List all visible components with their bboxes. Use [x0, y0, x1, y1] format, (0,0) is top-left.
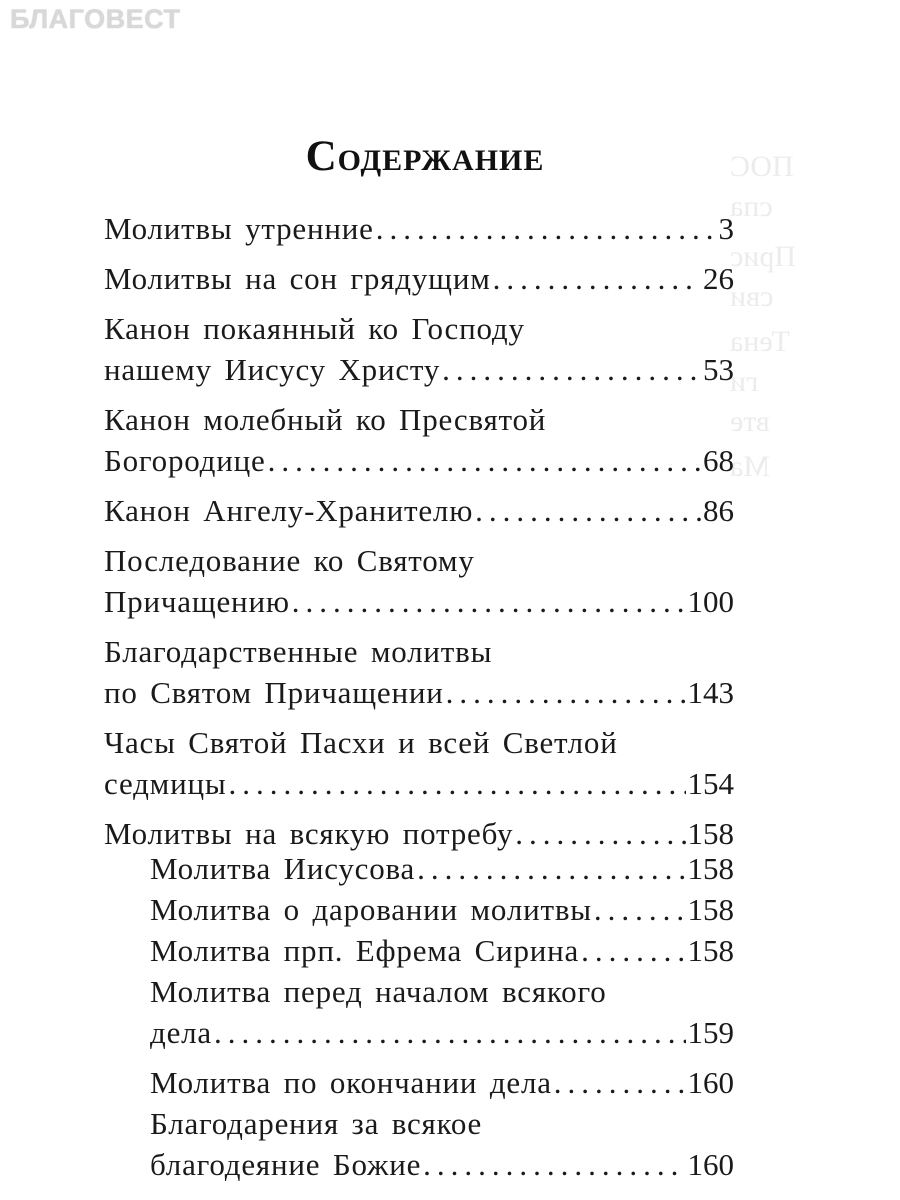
dot-leader: [376, 208, 717, 249]
toc-page-number: 86: [703, 493, 734, 528]
dot-leader: [446, 672, 686, 713]
toc-page-number: 158: [687, 851, 734, 886]
toc-page-number: 26: [703, 261, 734, 296]
dot-leader: [493, 258, 701, 299]
toc-entry-title-cont: Причащению: [104, 584, 290, 619]
toc-entry-title: Канон Ангелу-Хранителю: [104, 493, 474, 528]
toc-page-number: 143: [687, 675, 734, 710]
toc-subentry[interactable]: [150, 971, 734, 1053]
toc-entry-title: Молитвы на сон грядущим: [104, 261, 491, 296]
dot-leader: [292, 581, 686, 622]
toc-page-number: 160: [687, 1147, 734, 1182]
dot-leader: [442, 349, 701, 390]
toc-entry-title: Молитвы утренние: [104, 211, 374, 246]
page-title: Содержание: [305, 133, 545, 180]
table-of-contents: [104, 208, 734, 1185]
toc-subentry[interactable]: [150, 1062, 734, 1103]
dot-leader: [423, 1144, 685, 1185]
toc-page-number: 53: [703, 352, 734, 387]
toc-entry-title-cont: по Святом Причащении: [104, 675, 444, 710]
toc-page-number: 68: [703, 443, 734, 478]
dot-leader: [475, 490, 701, 531]
toc-entry-title-cont: седмицы: [104, 766, 227, 801]
toc-entry-title: Канон покаянный ко Господу: [104, 311, 525, 346]
toc-page-number: 158: [687, 933, 734, 968]
toc-entry-title: Молитва Иисусова: [150, 851, 416, 886]
toc-entry-title: Благодарственные молитвы: [104, 634, 493, 669]
toc-subentry[interactable]: [150, 889, 734, 930]
toc-entry[interactable]: [104, 722, 734, 804]
watermark-logo: БЛАГОВЕСТ: [10, 4, 181, 34]
toc-entry-title: Благодарения за всякое: [150, 1106, 483, 1141]
bleed-through-text: ПОС спа Прис сви Тена ги вте Ма: [730, 150, 797, 483]
toc-entry[interactable]: [104, 308, 734, 390]
toc-entry-title: Молитва прп. Ефрема Сирина: [150, 933, 580, 968]
toc-entry[interactable]: [104, 258, 734, 299]
toc-entry-title: Последование ко Святому: [104, 543, 475, 578]
dot-leader: [581, 930, 685, 971]
toc-entry[interactable]: [104, 631, 734, 713]
toc-entry-title-cont: дела: [150, 1015, 212, 1050]
toc-page-number: 158: [687, 892, 734, 927]
toc-page-number: 3: [718, 211, 734, 246]
toc-entry[interactable]: [104, 208, 734, 249]
dot-leader: [229, 763, 686, 804]
toc-subentry[interactable]: [150, 848, 734, 889]
toc-subentry[interactable]: [150, 930, 734, 971]
toc-entry[interactable]: [104, 540, 734, 622]
toc-page-number: 100: [687, 584, 734, 619]
toc-entry-title-cont: благодеяние Божие: [150, 1147, 422, 1182]
toc-entry-title: Молитва по окончании дела: [150, 1065, 552, 1100]
toc-entry-title: Молитва перед началом всякого: [150, 974, 607, 1009]
dot-leader: [268, 440, 701, 481]
toc-entry-title: Молитва о даровании молитвы: [150, 892, 592, 927]
dot-leader: [417, 848, 685, 889]
toc-entry-title: Молитвы на всякую потребу: [104, 816, 514, 851]
toc-entry-title-cont: нашему Иисусу Христу: [104, 352, 441, 387]
toc-page-number: 154: [687, 766, 734, 801]
toc-entry-title: Часы Святой Пасхи и всей Светлой: [104, 725, 618, 760]
toc-entry-title-cont: Богородице: [104, 443, 266, 478]
toc-subentry[interactable]: [150, 1103, 734, 1185]
dot-leader: [554, 1062, 686, 1103]
toc-entry[interactable]: [104, 490, 734, 531]
toc-page-number: 159: [687, 1015, 734, 1050]
toc-entry-title: Канон молебный ко Пресвятой: [104, 402, 547, 437]
dot-leader: [214, 1012, 686, 1053]
toc-entry[interactable]: [104, 399, 734, 481]
toc-page-number: 158: [687, 816, 734, 851]
dot-leader: [594, 889, 686, 930]
toc-page-number: 160: [687, 1065, 734, 1100]
